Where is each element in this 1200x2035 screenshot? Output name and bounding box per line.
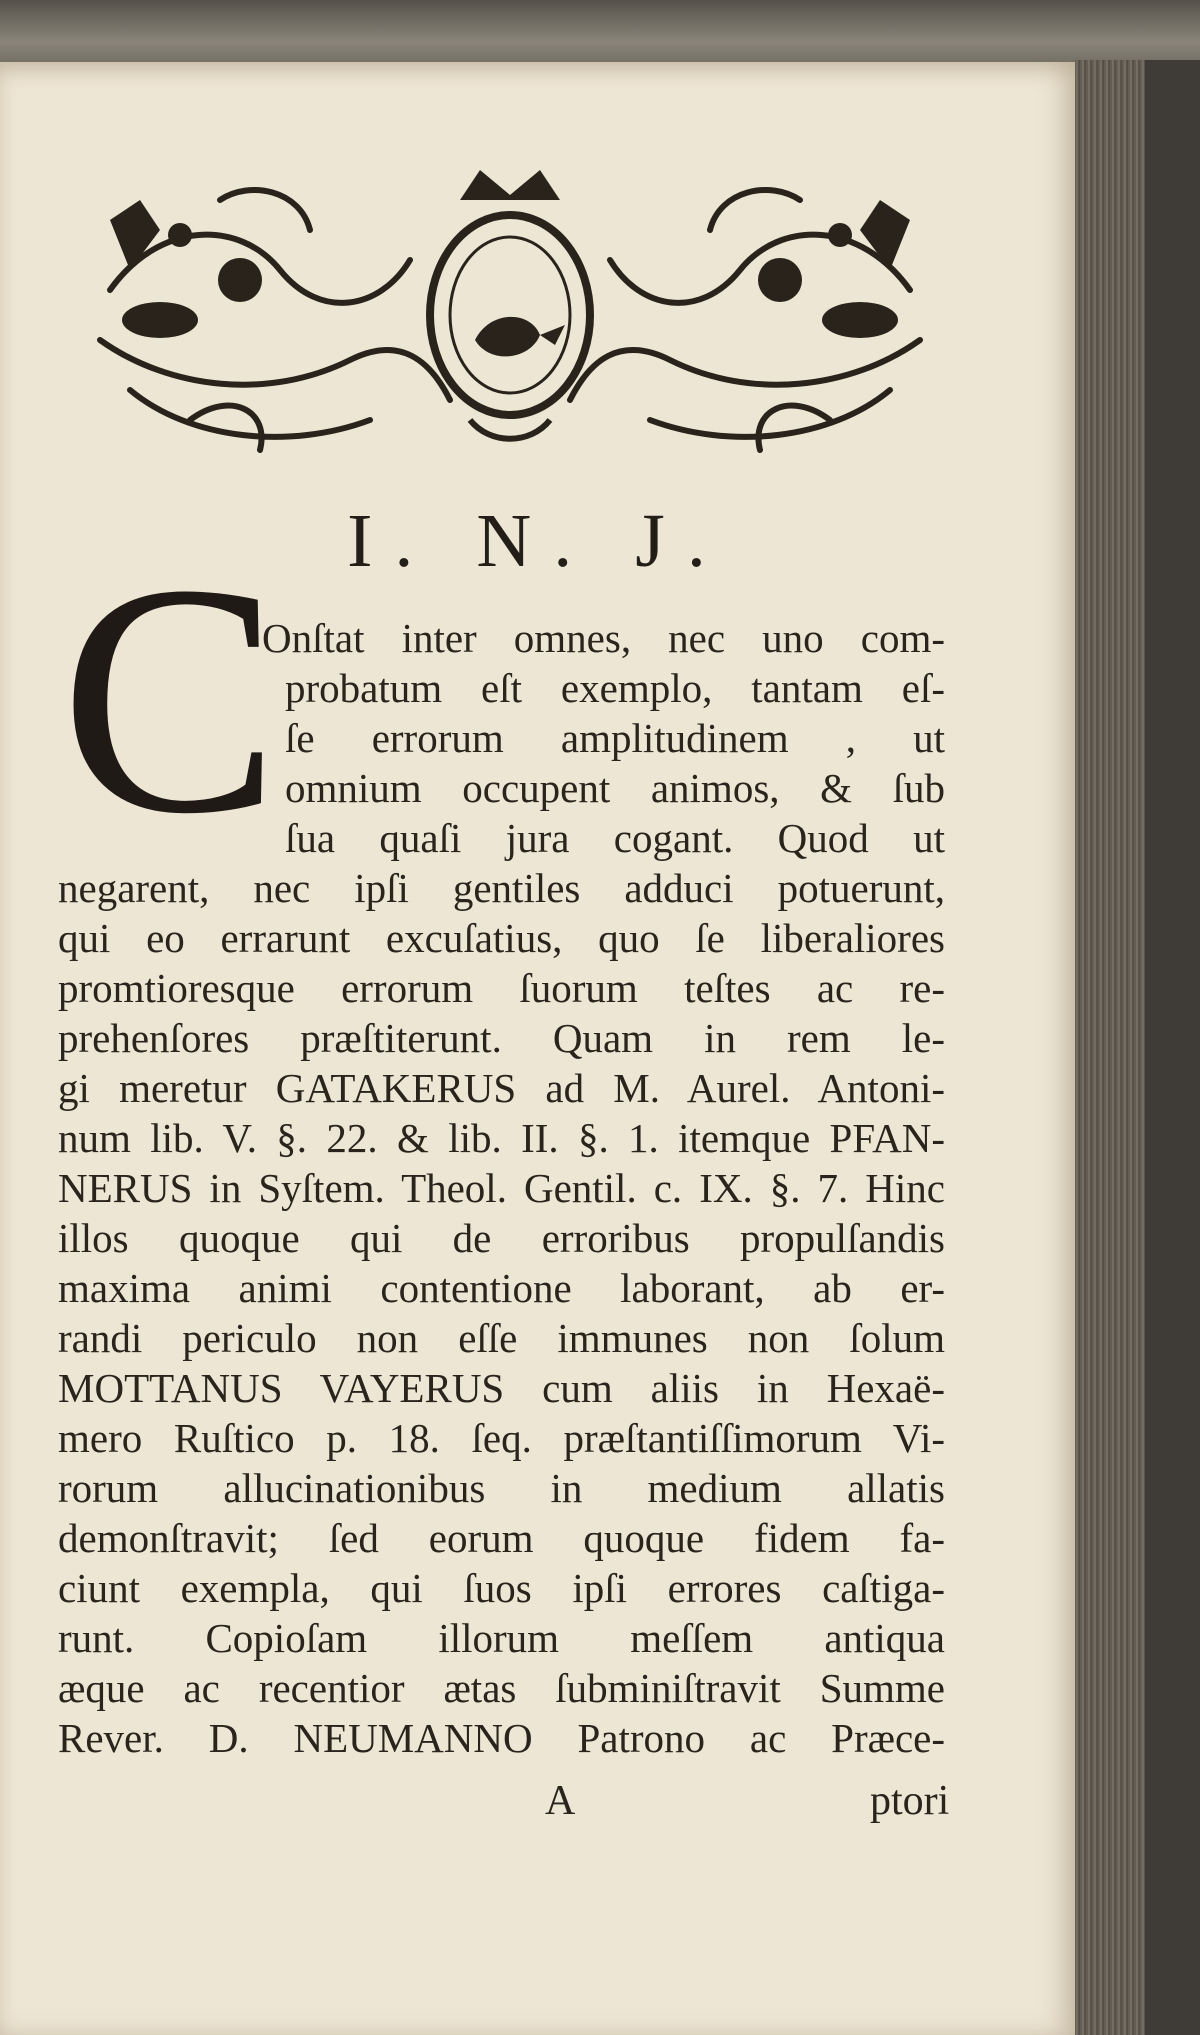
text-line: qui eo errarunt excuſatius, quo ſe liberaliores	[58, 915, 945, 961]
catchword: ptori	[870, 1778, 950, 1824]
text-line: NERUS in Syſtem. Theol. Gentil. c. IX. §. 7. Hinc	[58, 1165, 945, 1211]
text-line: gi meretur GATAKERUS ad M. Aurel. Antoni-	[58, 1065, 945, 1111]
text-line: randi periculo non eſſe immunes non ſolum	[58, 1315, 945, 1361]
drop-cap: C	[60, 517, 281, 882]
headpiece-ornament	[70, 160, 950, 460]
book-cover-edge	[1145, 60, 1200, 2035]
text-line: promtioresque errorum ſuorum teſtes ac re-	[58, 965, 945, 1011]
text-line: probatum eſt exemplo, tantam eſ-	[285, 665, 945, 711]
text-line: maxima animi contentione laborant, ab er-	[58, 1265, 945, 1311]
text-line: rorum allucinationibus in medium allatis	[58, 1465, 945, 1511]
page-edges	[1075, 60, 1145, 2035]
text-line: ciunt exempla, qui ſuos ipſi errores caſtiga-	[58, 1565, 945, 1611]
page-heading: I. N. J.	[347, 499, 728, 583]
text-line: demonſtravit; ſed eorum quoque fidem fa-	[58, 1515, 945, 1561]
text-line: negarent, nec ipſi gentiles adduci potuerunt,	[58, 865, 945, 911]
text-line: runt. Copioſam illorum meſſem antiqua	[58, 1615, 945, 1661]
text-line: num lib. V. §. 22. & lib. II. §. 1. itemque PFAN-	[58, 1115, 945, 1161]
text-line: ſua quaſi jura cogant. Quod ut	[285, 815, 945, 861]
text-line: prehenſores præſtiterunt. Quam in rem le-	[58, 1015, 945, 1061]
text-line: MOTTANUS VAYERUS cum aliis in Hexaë-	[58, 1365, 945, 1411]
text-line: Onſtat inter omnes, nec uno com-	[262, 615, 945, 661]
text-line: omnium occupent animos, & ſub	[285, 765, 945, 811]
text-line: æque ac recentior ætas ſubminiſtravit Summe	[58, 1665, 945, 1711]
text-line: illos quoque qui de erroribus propulſandis	[58, 1215, 945, 1261]
text-line: ſe errorum amplitudinem , ut	[285, 715, 945, 761]
text-line: Rever. D. NEUMANNO Patrono ac Præce-	[58, 1715, 945, 1761]
signature-mark: A	[545, 1778, 576, 1824]
book-top-edge	[0, 0, 1200, 70]
text-line: mero Ruſtico p. 18. ſeq. præſtantiſſimorum Vi-	[58, 1415, 945, 1461]
